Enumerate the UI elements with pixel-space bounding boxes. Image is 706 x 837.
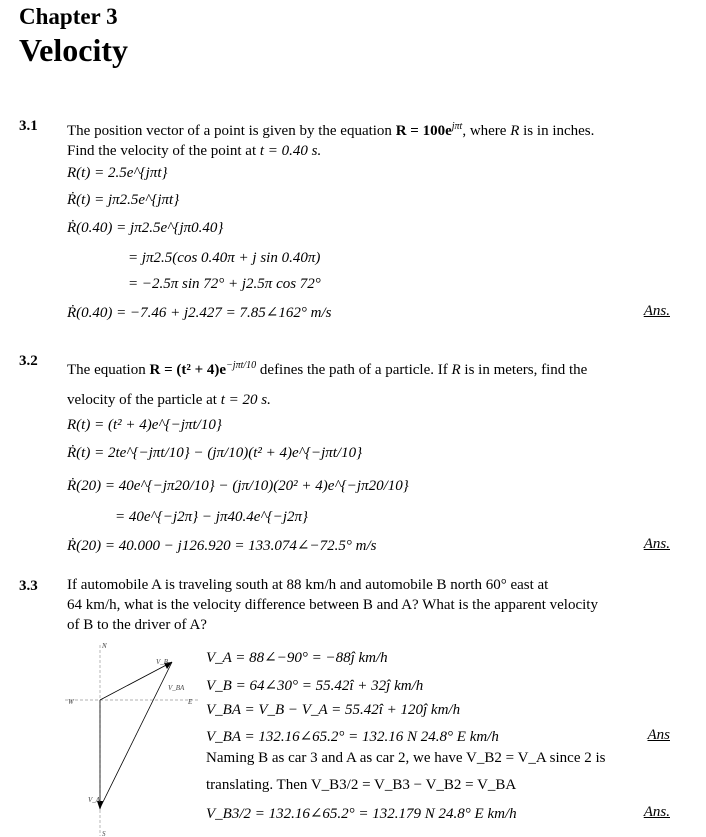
chapter-label: Chapter 3 <box>19 4 118 29</box>
step: Ṙ(0.40) = −7.46 + j2.427 = 7.85∠162° m/s <box>67 305 332 321</box>
problem-text: If automobile A is traveling south at 88 km/h and automobile B north 60° east at <box>67 577 549 593</box>
step: Ṙ(20) = 40.000 − j126.920 = 133.074∠−72.5° m/s <box>67 538 377 554</box>
step: V_B = 64∠30° = 55.42î + 32ĵ km/h <box>206 678 424 694</box>
problem-text: The position vector of a point is given by the equation $R = 100e^{j\pi t}$, where R is in inches. Find the velocity of the point at t = 0.40 s. <box>67 121 595 159</box>
problem-number: 3.1 <box>19 118 38 134</box>
step: Ṙ(20) = 40e^{−jπ20/10} − (jπ/10)(20² + 4)e^{−jπ20/10} <box>67 478 409 494</box>
step: = 40e^{−j2π} − jπ40.4e^{−j2π} <box>115 509 309 525</box>
problem-number: 3.3 <box>19 578 38 594</box>
va-label: V_A <box>88 796 101 804</box>
naming-text: translating. Then V_B3/2 = V_B3 − V_B2 = V_BA <box>206 777 517 793</box>
velocity-diagram <box>60 640 200 836</box>
problem-text: of B to the driver of A? <box>67 617 207 633</box>
answer-label: Ans <box>647 727 670 743</box>
problem-text: The equation $R = (t^2 + 4)e^{-j\pi t/10}$ defines the path of a particle. If R is in meters, find the velocity of the particle at t = 20 s. <box>67 360 588 408</box>
step: = −2.5π sin 72° + j2.5π cos 72° <box>128 276 321 292</box>
east-label: E <box>188 698 193 706</box>
problem-number: 3.2 <box>19 353 38 369</box>
step: Ṙ(t) = jπ2.5e^{jπt} <box>67 192 180 208</box>
answer-label: Ans. <box>643 536 670 552</box>
vba-label: V_BA <box>168 684 185 692</box>
step: R(t) = (t² + 4)e^{−jπt/10} <box>67 417 222 433</box>
vb-label: V_B <box>156 658 169 666</box>
step: Ṙ(0.40) = jπ2.5e^{jπ0.40} <box>67 220 224 236</box>
south-label: S <box>102 830 106 836</box>
naming-text: Naming B as car 3 and A as car 2, we have V_B2 = V_A since 2 is <box>206 750 606 766</box>
step: V_BA = 132.16∠65.2° = 132.16 N 24.8° E km/h <box>206 729 499 745</box>
step: = jπ2.5(cos 0.40π + j sin 0.40π) <box>128 250 321 266</box>
chapter-title: Velocity <box>19 32 129 68</box>
step: V_BA = V_B − V_A = 55.42î + 120ĵ km/h <box>206 702 461 718</box>
west-label: W <box>68 698 74 706</box>
north-label: N <box>102 642 107 650</box>
step: Ṙ(t) = 2te^{−jπt/10} − (jπ/10)(t² + 4)e^{−jπt/10} <box>67 445 363 461</box>
answer-label: Ans. <box>643 303 670 319</box>
step: R(t) = 2.5e^{jπt} <box>67 165 168 181</box>
final-step: V_B3/2 = 132.16∠65.2° = 132.179 N 24.8° E km/h <box>206 806 517 822</box>
problem-text: 64 km/h, what is the velocity difference between B and A? What is the apparent velocity <box>67 597 598 613</box>
answer-label: Ans. <box>643 804 670 820</box>
step: V_A = 88∠−90° = −88ĵ km/h <box>206 650 388 666</box>
